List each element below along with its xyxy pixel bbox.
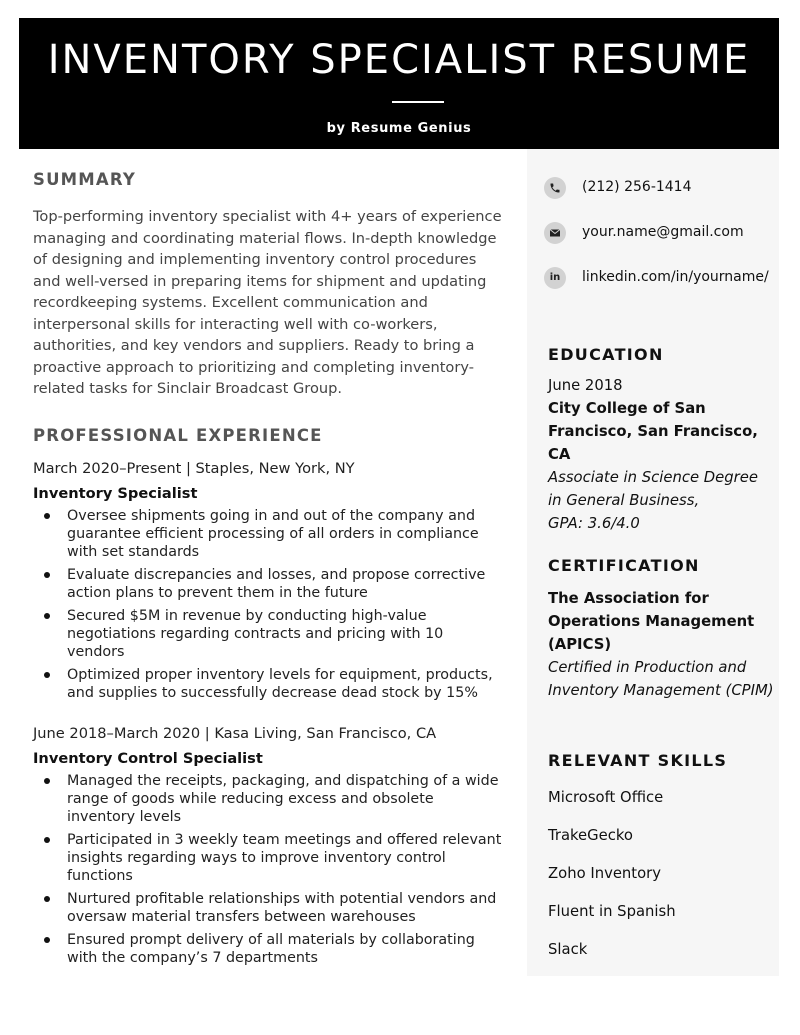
header-divider — [392, 101, 444, 103]
resume-title: INVENTORY SPECIALIST RESUME — [47, 37, 751, 83]
skill-item: TrakeGecko — [548, 827, 633, 844]
email-text: your.name@gmail.com — [582, 224, 744, 240]
skills-heading: RELEVANT SKILLS — [548, 751, 728, 770]
envelope-icon — [544, 222, 566, 244]
bullet-item: Participated in 3 weekly team meetings and offered relevant insights regarding ways to improve inventory control functions — [33, 831, 503, 885]
education-gpa: GPA: 3.6/4.0 — [548, 515, 640, 532]
certification-heading: CERTIFICATION — [548, 556, 700, 575]
linkedin-text: linkedin.com/in/yourname/ — [582, 269, 769, 285]
resume-header — [19, 18, 779, 149]
skill-item: Zoho Inventory — [548, 865, 661, 882]
job-meta: June 2018–March 2020 | Kasa Living, San Francisco, CA — [33, 724, 437, 742]
certification-block — [548, 587, 776, 702]
summary-text: Top-performing inventory specialist with 4+ years of experience managing and coordinating material flows. In-depth knowledge of designing and implementing inventory control procedures and well-versed in preparing items for shipment and updating recordkeeping systems. Excellent communication and interpersonal skills for interacting well with co-workers, authorities, and key vendors and suppliers. Ready to bring a proactive approach to prioritizing and completing inventory-related tasks for Sinclair Broadcast Group. — [33, 208, 502, 397]
education-date: June 2018 — [548, 377, 623, 394]
bullet-item: Nurtured profitable relationships with potential vendors and oversaw material transfers between warehouses — [33, 890, 503, 926]
job-meta: March 2020–Present | Staples, New York, NY — [33, 459, 355, 477]
skill-item: Microsoft Office — [548, 789, 664, 806]
skill-item: Fluent in Spanish — [548, 903, 676, 920]
job-bullets — [33, 507, 503, 702]
certification-org: The Association for Operations Management (APICS) — [548, 590, 755, 653]
experience-heading: PROFESSIONAL EXPERIENCE — [33, 425, 323, 445]
summary-heading: SUMMARY — [33, 170, 137, 189]
job-bullets — [33, 772, 503, 967]
main-column — [33, 170, 503, 972]
bullet-item: Managed the receipts, packaging, and dispatching of a wide range of goods while reducing excess and obsolete inventory levels — [33, 772, 503, 826]
bullet-item: Oversee shipments going in and out of the company and guarantee efficient processing of all orders in compliance with set standards — [33, 507, 503, 561]
bullet-item: Ensured prompt delivery of all materials by collaborating with the company’s 7 departments — [33, 931, 503, 967]
education-school: City College of San Francisco, San Francisco, CA — [548, 400, 758, 463]
byline: by Resume Genius — [326, 121, 472, 136]
bullet-item: Secured $5M in revenue by conducting high-value negotiations regarding contracts and pricing with 10 vendors — [33, 607, 503, 661]
job-role: Inventory Control Specialist — [33, 749, 263, 767]
linkedin-icon: in — [544, 267, 566, 289]
bullet-item: Evaluate discrepancies and losses, and propose corrective action plans to prevent them in the future — [33, 566, 503, 602]
phone-text: (212) 256-1414 — [582, 179, 692, 195]
education-block — [548, 374, 776, 535]
education-heading: EDUCATION — [548, 345, 664, 364]
job-role: Inventory Specialist — [33, 484, 198, 502]
job-entry — [33, 459, 503, 702]
education-degree: Associate in Science Degree in General Business, — [548, 469, 758, 509]
job-entry — [33, 724, 503, 967]
certification-name: Certified in Production and Inventory Management (CPIM) — [548, 659, 774, 699]
skill-item: Slack — [548, 941, 588, 958]
phone-icon — [544, 177, 566, 199]
bullet-item: Optimized proper inventory levels for equipment, products, and supplies to successfully decrease dead stock by 15% — [33, 666, 503, 702]
